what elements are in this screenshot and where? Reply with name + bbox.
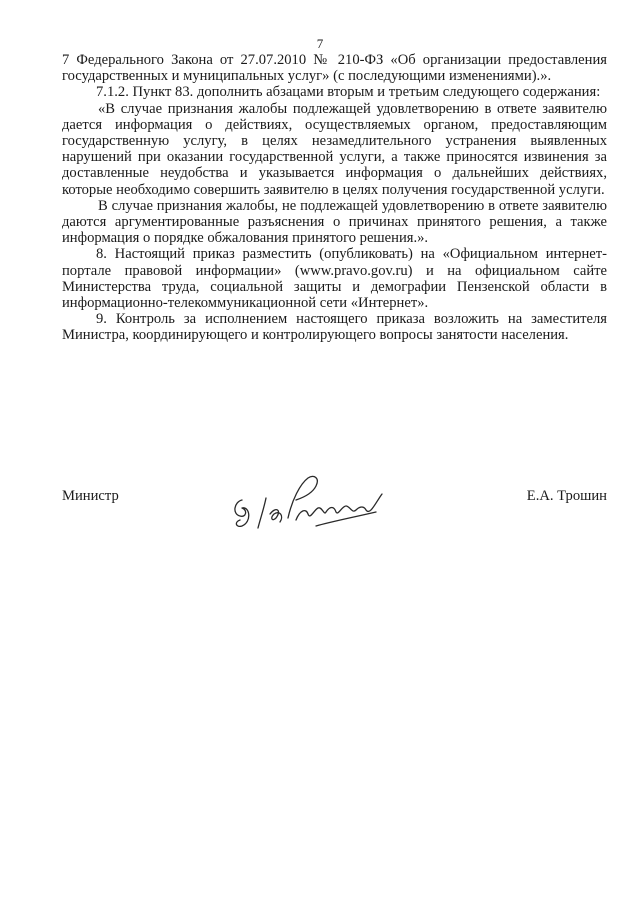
signatory-name: Е.А. Трошин: [526, 488, 607, 504]
page-number: 7: [316, 36, 324, 51]
paragraph-quote-satisfied: «В случае признания жалобы подлежащей удовлетворению в ответе заявителю дается информация о действиях, осуществляемых органом, предоставляющим государственную услугу, в целях незамедлительного устранения выявленных нарушений при оказании государственной услуги, а также приносятся извинения за доставленные неудобства и указывается информация о дальнейших действиях, которые необходимо совершить заявителю в целях получения государственной услуги.: [62, 100, 607, 198]
paragraph-quote-not-satisfied: В случае признания жалобы, не подлежащей удовлетворению в ответе заявителю даются аргументированные разъяснения о причинах принятого решения, а также информация о порядке обжалования принятого решения.».: [62, 197, 607, 247]
handwritten-signature: [230, 470, 390, 540]
signature-block: [62, 470, 607, 550]
paragraph-9: 9. Контроль за исполнением настоящего приказа возложить на заместителя Министра, координирующего и контролирующего вопросы занятости населения.: [62, 311, 607, 344]
paragraph-8: 8. Настоящий приказ разместить (опубликовать) на «Официальном интернет-портале правовой информации» (www.pravo.gov.ru) и на официальном сайте Министерства труда, социальной защиты и демографии Пензенской области в информационно-телекоммуникационной сети «Интернет».: [62, 246, 607, 312]
signatory-title: Министр: [62, 488, 119, 504]
paragraph-7-1-2: 7.1.2. Пункт 83. дополнить абзацами вторым и третьим следующего содержания:: [96, 84, 601, 101]
document-body: [62, 52, 607, 344]
paragraph-continuation: 7 Федерального Закона от 27.07.2010 № 210-ФЗ «Об организации предоставления государственных и муниципальных услуг» (с последующими изменениями).».: [62, 52, 607, 85]
